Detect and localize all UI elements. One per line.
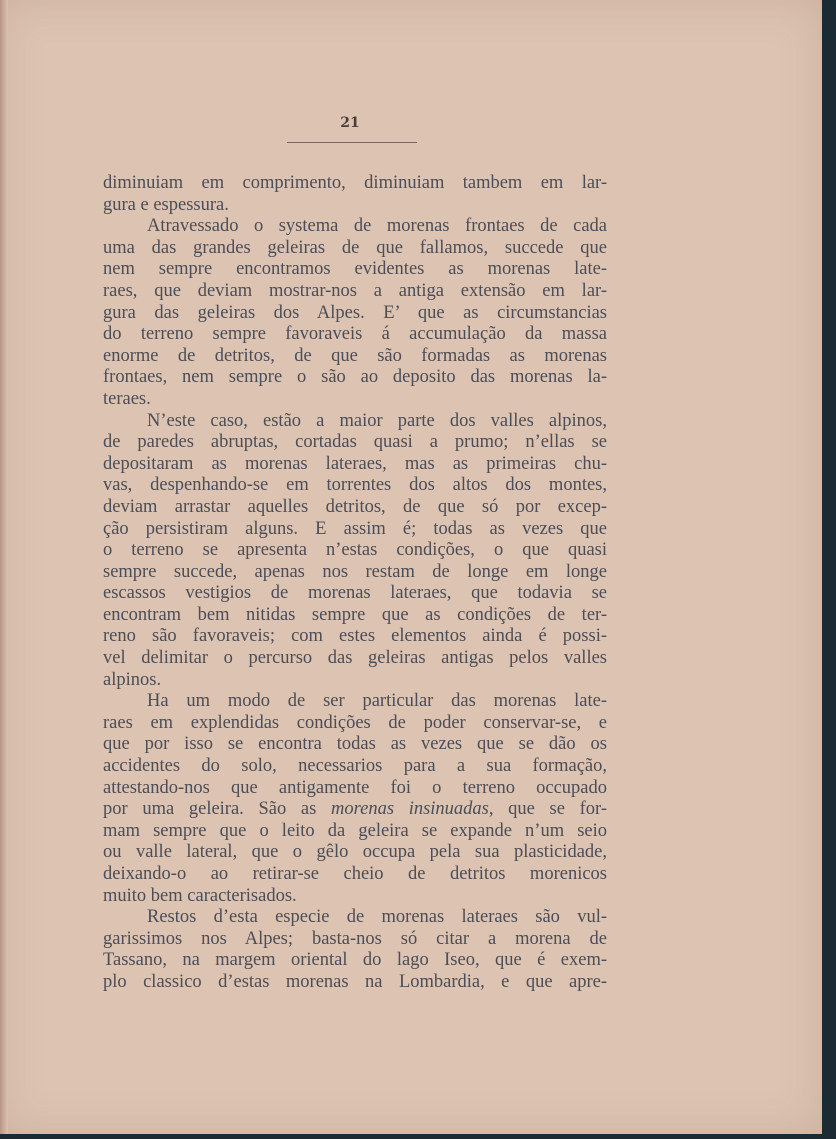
text-segment: , que se for- bbox=[488, 799, 607, 820]
text-line: N’este caso, estão a maior parte dos valles alpinos, bbox=[147, 410, 607, 431]
text-line: vas, despenhando-se em torrentes dos altos dos montes, bbox=[103, 475, 607, 496]
text-line: escassos vestigios de morenas lateraes, que todavia se bbox=[103, 583, 607, 604]
text-line: do terreno sempre favoraveis á accumulação da massa bbox=[103, 324, 607, 345]
text-line: gura e espessura. bbox=[103, 194, 229, 215]
page-number: 21 bbox=[340, 115, 360, 131]
text-line: que por isso se encontra todas as vezes que se dão os bbox=[103, 734, 607, 755]
text-line: deixando-o ao retirar-se cheio de detritos morenicos bbox=[103, 864, 607, 884]
text-line: uma das grandes geleiras de que fallamos, succede que bbox=[103, 237, 607, 258]
text-line: teraes. bbox=[103, 388, 151, 409]
text-line: nem sempre encontramos evidentes as morenas late- bbox=[103, 259, 607, 280]
text-line: reno são favoraveis; com estes elementos ainda é possi- bbox=[103, 626, 607, 647]
text-line: Atravessado o systema de morenas frontaes de cada bbox=[147, 216, 607, 237]
text-line: attestando-nos que antigamente foi o terreno occupado bbox=[103, 777, 607, 798]
page-edge-shadow bbox=[0, 0, 8, 1134]
text-line: gura das geleiras dos Alpes. E’ que as circumstancias bbox=[103, 302, 607, 323]
text-segment: por uma geleira. São as bbox=[103, 799, 331, 820]
text-line: vel delimitar o percurso das geleiras antigas pelos valles bbox=[103, 648, 607, 669]
text-line: Tassano, na margem oriental do lago Iseo, que é exem- bbox=[103, 950, 607, 971]
text-line: depositaram as morenas lateraes, mas as primeiras chu- bbox=[103, 453, 607, 474]
text-line: sempre succede, apenas nos restam de longe em longe bbox=[103, 561, 607, 582]
text-line: Restos d’esta especie de morenas lateraes são vul- bbox=[147, 907, 607, 928]
text-line: encontram bem nitidas sempre que as condições de ter- bbox=[103, 604, 607, 625]
text-line: o terreno se apresenta n’estas condições, o que quasi bbox=[103, 540, 607, 561]
text-line: raes em explendidas condições de poder conservar-se, e bbox=[103, 712, 607, 733]
text-line: alpinos. bbox=[103, 669, 162, 690]
text-line: enorme de detritos, de que são formadas as morenas bbox=[103, 345, 607, 366]
text-line: plo classico d’estas morenas na Lombardia, e que apre- bbox=[103, 971, 607, 992]
body-text bbox=[103, 173, 607, 994]
text-line: de paredes abruptas, cortadas quasi a prumo; n’ellas se bbox=[103, 432, 607, 453]
header-rule bbox=[287, 142, 417, 143]
text-line: raes, que deviam mostrar-nos a antiga extensão em lar- bbox=[103, 280, 607, 301]
text-line: deviam arrastar aquelles detritos, de que só por excep- bbox=[103, 496, 607, 517]
text-line: diminuiam em comprimento, diminuiam tambem em lar- bbox=[103, 173, 607, 193]
text-line: Ha um modo de ser particular das morenas late- bbox=[147, 691, 607, 712]
text-line: ou valle lateral, que o gêlo occupa pela sua plasticidade, bbox=[103, 842, 607, 863]
text-line: accidentes do solo, necessarios para a sua formação, bbox=[103, 756, 607, 777]
text-line: mam sempre que o leito da geleira se expande n’um seio bbox=[103, 820, 607, 841]
text-line: frontaes, nem sempre o são ao deposito das morenas la- bbox=[103, 367, 607, 388]
text-line: garissimos nos Alpes; basta-nos só citar a morena de bbox=[103, 928, 607, 949]
italic-term: morenas insinuadas bbox=[330, 799, 489, 820]
text-line bbox=[103, 799, 607, 821]
text-line: muito bem caracterisados. bbox=[103, 885, 297, 906]
text-line: ção persistiram alguns. E assim é; todas as vezes que bbox=[103, 518, 607, 539]
